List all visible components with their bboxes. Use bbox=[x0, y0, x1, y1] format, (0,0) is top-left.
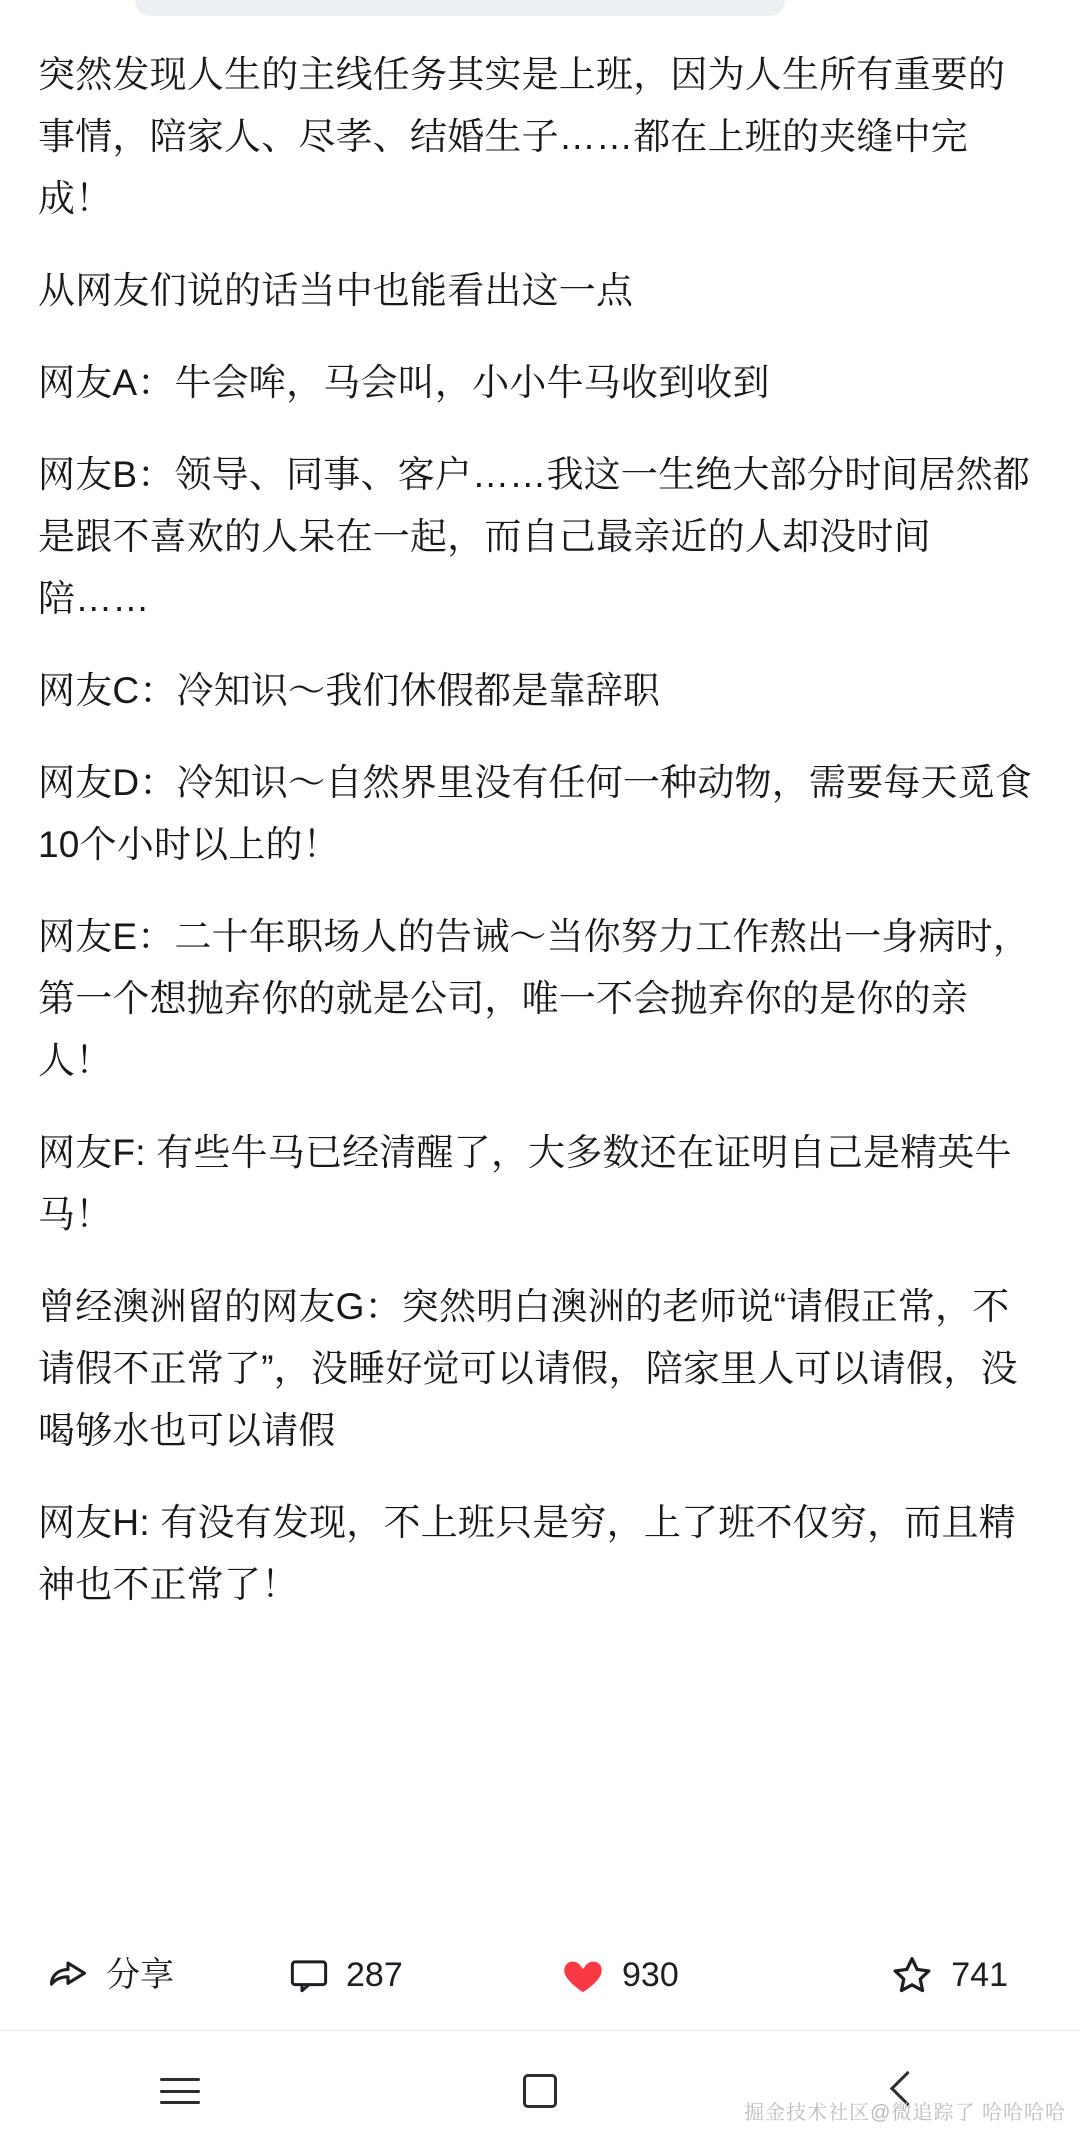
heart-icon bbox=[560, 1952, 606, 1998]
paragraph: 从网友们说的话当中也能看出这一点 bbox=[38, 270, 634, 311]
paragraph: 网友H: 有没有发现，不上班只是穷，上了班不仅穷，而且精神也不正常了！ bbox=[38, 1502, 1016, 1605]
paragraph: 突然发现人生的主线任务其实是上班，因为人生所有重要的事情，陪家人、尽孝、结婚生子……都在上班的夹缝中完成！ bbox=[38, 54, 1006, 219]
watermark: 掘金技术社区@微追踪了 哈哈哈哈 bbox=[744, 2102, 1066, 2124]
favorite-count: 741 bbox=[951, 1955, 1008, 1994]
comment-button[interactable] bbox=[270, 1954, 512, 1996]
back-button[interactable] bbox=[840, 2031, 960, 2151]
action-bar bbox=[0, 1919, 1080, 2031]
status-bar bbox=[0, 0, 1080, 26]
paragraph: 网友F: 有些牛马已经清醒了，大多数还在证明自己是精英牛马！ bbox=[38, 1132, 1012, 1235]
share-label: 分享 bbox=[106, 1955, 174, 1994]
home-square-icon bbox=[523, 2074, 557, 2108]
notch-pill bbox=[135, 0, 785, 16]
menu-icon bbox=[160, 2078, 200, 2104]
paragraph: 网友E：二十年职场人的告诫～当你努力工作熬出一身病时，第一个想抛弃你的就是公司，唯一不会抛弃你的是你的亲人！ bbox=[38, 916, 1031, 1081]
paragraph: 网友A：牛会哞，马会叫，小小牛马收到收到 bbox=[38, 362, 770, 403]
article-body bbox=[0, 26, 1080, 1919]
paragraph: 网友C：冷知识～我们休假都是靠辞职 bbox=[38, 670, 661, 711]
like-count: 930 bbox=[622, 1955, 679, 1994]
comment-count: 287 bbox=[346, 1955, 403, 1994]
comment-icon bbox=[288, 1954, 330, 1996]
star-icon bbox=[889, 1952, 935, 1998]
like-button[interactable] bbox=[512, 1952, 784, 1998]
paragraph: 网友D：冷知识～自然界里没有任何一种动物，需要每天觅食10个小时以上的！ bbox=[38, 762, 1033, 865]
share-icon bbox=[46, 1953, 90, 1997]
share-button[interactable] bbox=[46, 1953, 270, 1997]
favorite-button[interactable] bbox=[784, 1952, 1034, 1998]
back-chevron-icon bbox=[889, 2072, 911, 2110]
paragraph: 网友B：领导、同事、客户……我这一生绝大部分时间居然都是跟不喜欢的人呆在一起，而自己最亲近的人却没时间陪…… bbox=[38, 454, 1031, 619]
paragraph: 曾经澳洲留的网友G：突然明白澳洲的老师说“请假正常，不请假不正常了”，没睡好觉可以请假，陪家里人可以请假，没喝够水也可以请假 bbox=[38, 1286, 1018, 1451]
home-button[interactable] bbox=[480, 2031, 600, 2151]
system-nav-bar bbox=[0, 2031, 1080, 2151]
menu-button[interactable] bbox=[120, 2031, 240, 2151]
